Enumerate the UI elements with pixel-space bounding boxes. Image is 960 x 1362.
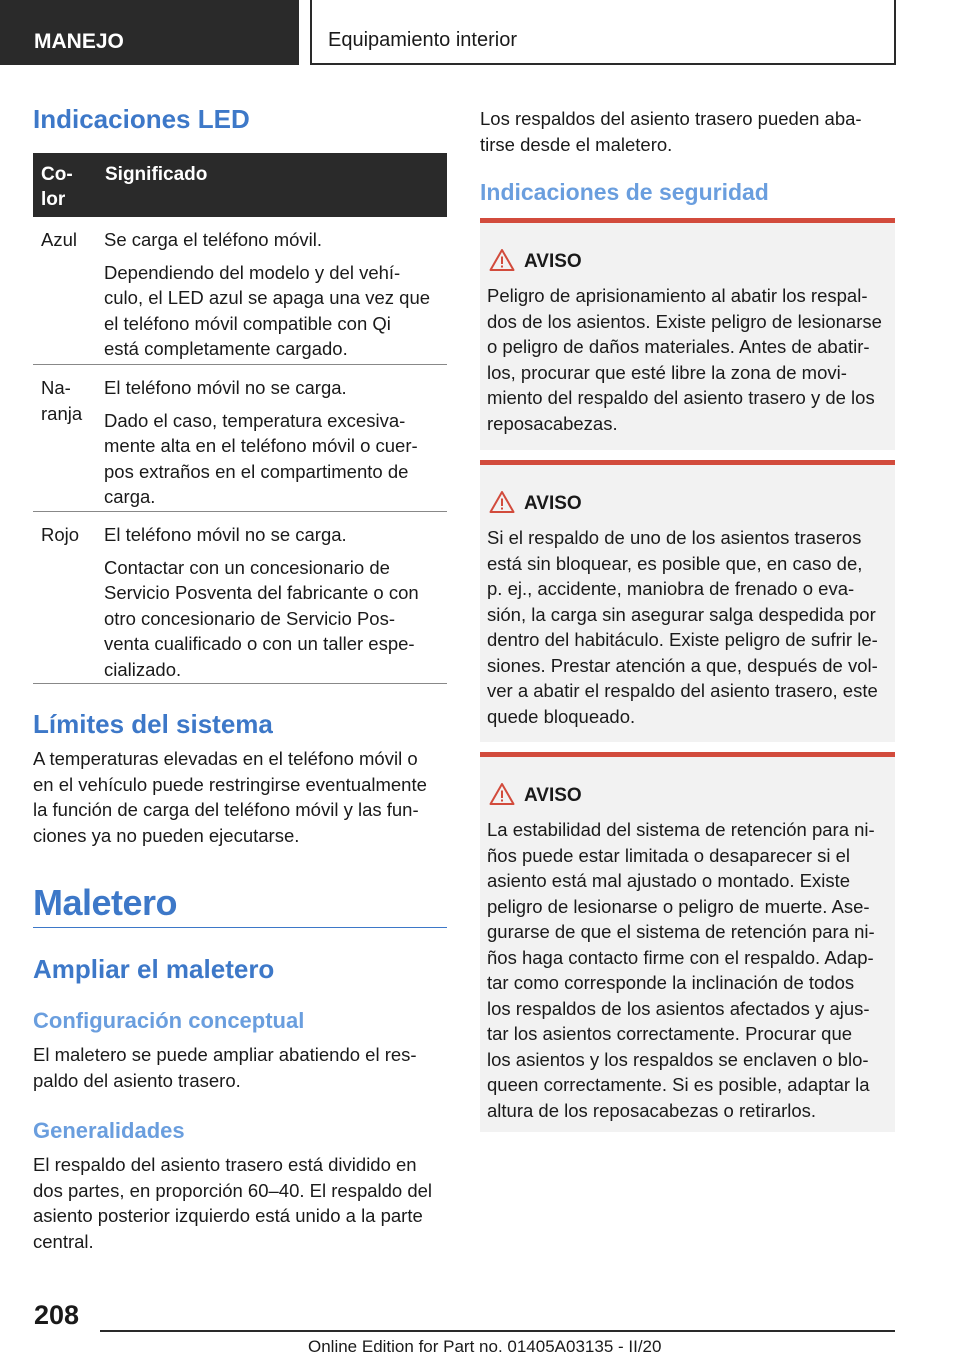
table-row — [33, 365, 447, 512]
led-color-line: ranja — [41, 402, 83, 424]
edition-note: Online Edition for Part no. 01405A03135 - II/20 — [308, 1337, 662, 1356]
warning-text: Peligro de aprisionamiento al abatir los respal- dos de los asientos. Existe peligro de lesionarse o peligro de daños materiales. Antes de abatir- los, procurar que esté libre la zona de movi- miento del respaldo del asiento trasero y de los reposacabezas. — [487, 285, 882, 434]
general-title: Generalidades — [33, 1118, 185, 1143]
led-col-color — [41, 162, 73, 212]
warning-triangle-icon — [489, 782, 515, 806]
warning-triangle-icon — [489, 248, 515, 272]
limits-title: Límites del sistema — [33, 709, 273, 739]
led-table-header — [33, 153, 447, 217]
warning-label: AVISO — [524, 493, 582, 514]
warning-triangle-icon — [489, 490, 515, 514]
led-color — [41, 375, 82, 426]
maletero-title: Maletero — [33, 882, 178, 923]
warning-text: Si el respaldo de uno de los asientos traseros está sin bloquear, es posible que, en caso de, p. ej., accidente, maniobra de frenado o eva- sión, la carga sin asegurar salga despedida por dentro del habitáculo. Existe peligro de sufrir le- siones. Prestar atención a que, después de vol- ver a abatir el respaldo del asiento trasero, este quede bloqueado. — [487, 527, 878, 727]
table-row — [33, 512, 447, 684]
warning-label: AVISO — [524, 251, 582, 272]
limits-text: A temperaturas elevadas en el teléfono móvil o en el vehículo puede restringirse eventualmente la función de carga del teléfono móvil y las fun- ciones ya no pueden ejecutarse. — [33, 748, 427, 846]
intro-text: Los respaldos del asiento trasero pueden aba- tirse desde el maletero. — [480, 108, 862, 155]
led-meaning-line: Contactar con un concesionario de Servicio Posventa del fabricante o con otro concesionario de Servicio Pos- venta cualificado o con un taller espe- cializado. — [104, 556, 419, 680]
led-color — [41, 227, 77, 253]
safety-title: Indicaciones de seguridad — [480, 179, 769, 205]
led-meaning — [104, 375, 440, 510]
led-col-color-line: Co- — [41, 164, 73, 185]
warning-box — [480, 752, 895, 1132]
led-meaning-line: El teléfono móvil no se carga. — [104, 524, 347, 545]
page-number: 208 — [34, 1300, 80, 1330]
chapter-label: Equipamiento interior — [328, 29, 517, 51]
led-col-color-line: lor — [41, 189, 66, 210]
led-color-line: Rojo — [41, 524, 80, 545]
led-meaning-line: El teléfono móvil no se carga. — [104, 377, 347, 398]
ampliar-title: Ampliar el maletero — [33, 954, 275, 984]
warning-box — [480, 460, 895, 742]
led-meaning-line: Dependiendo del modelo y del vehí- culo, el LED azul se apaga una vez que el teléfono móvil compatible con Qi está completamente cargado. — [104, 261, 431, 359]
warning-text: La estabilidad del sistema de retención para ni- ños puede estar limitada o desaparecer si el asiento está mal ajustado o montado. Existe peligro de lesionarse o peligro de muerte. Ase- gurarse de que el sistema de retención para ni- ños haga contacto firme con el respaldo. Adap- tar como corresponde la inclinación de todos los respaldos de los asientos afectados y ajus- tar los asientos correctamente. Procurar que los asientos y los respaldos se enclaven o blo- queen correctamente. Si es posible, adaptar la altura de los reposacabezas o retirarlos. — [487, 819, 875, 1121]
concept-text: El maletero se puede ampliar abatiendo el res- paldo del asiento trasero. — [33, 1044, 417, 1091]
led-meaning — [104, 522, 440, 682]
led-title: Indicaciones LED — [33, 104, 250, 134]
warning-label: AVISO — [524, 785, 582, 806]
footer-rule — [100, 1330, 895, 1332]
led-meaning — [104, 227, 440, 362]
general-text: El respaldo del asiento trasero está dividido en dos partes, en proporción 60–40. El respaldo del asiento posterior izquierdo está unido a la parte central. — [33, 1154, 433, 1252]
section-rule — [33, 927, 447, 928]
concept-title: Configuración conceptual — [33, 1008, 305, 1033]
led-meaning-line: Se carga el teléfono móvil. — [104, 229, 323, 250]
section-label: MANEJO — [34, 30, 124, 53]
led-color-line: Na- — [41, 377, 71, 398]
led-color-line: Azul — [41, 229, 77, 250]
led-table — [33, 153, 447, 684]
led-color — [41, 522, 79, 548]
led-col-meaning: Significado — [105, 164, 208, 185]
warning-box — [480, 218, 895, 450]
section-tab — [0, 0, 299, 65]
led-meaning-line: Dado el caso, temperatura excesiva- mente alta en el teléfono móvil o cuer- pos extraños en el compartimento de carga. — [104, 409, 418, 507]
chapter-tab — [310, 0, 896, 65]
table-row — [33, 217, 447, 365]
